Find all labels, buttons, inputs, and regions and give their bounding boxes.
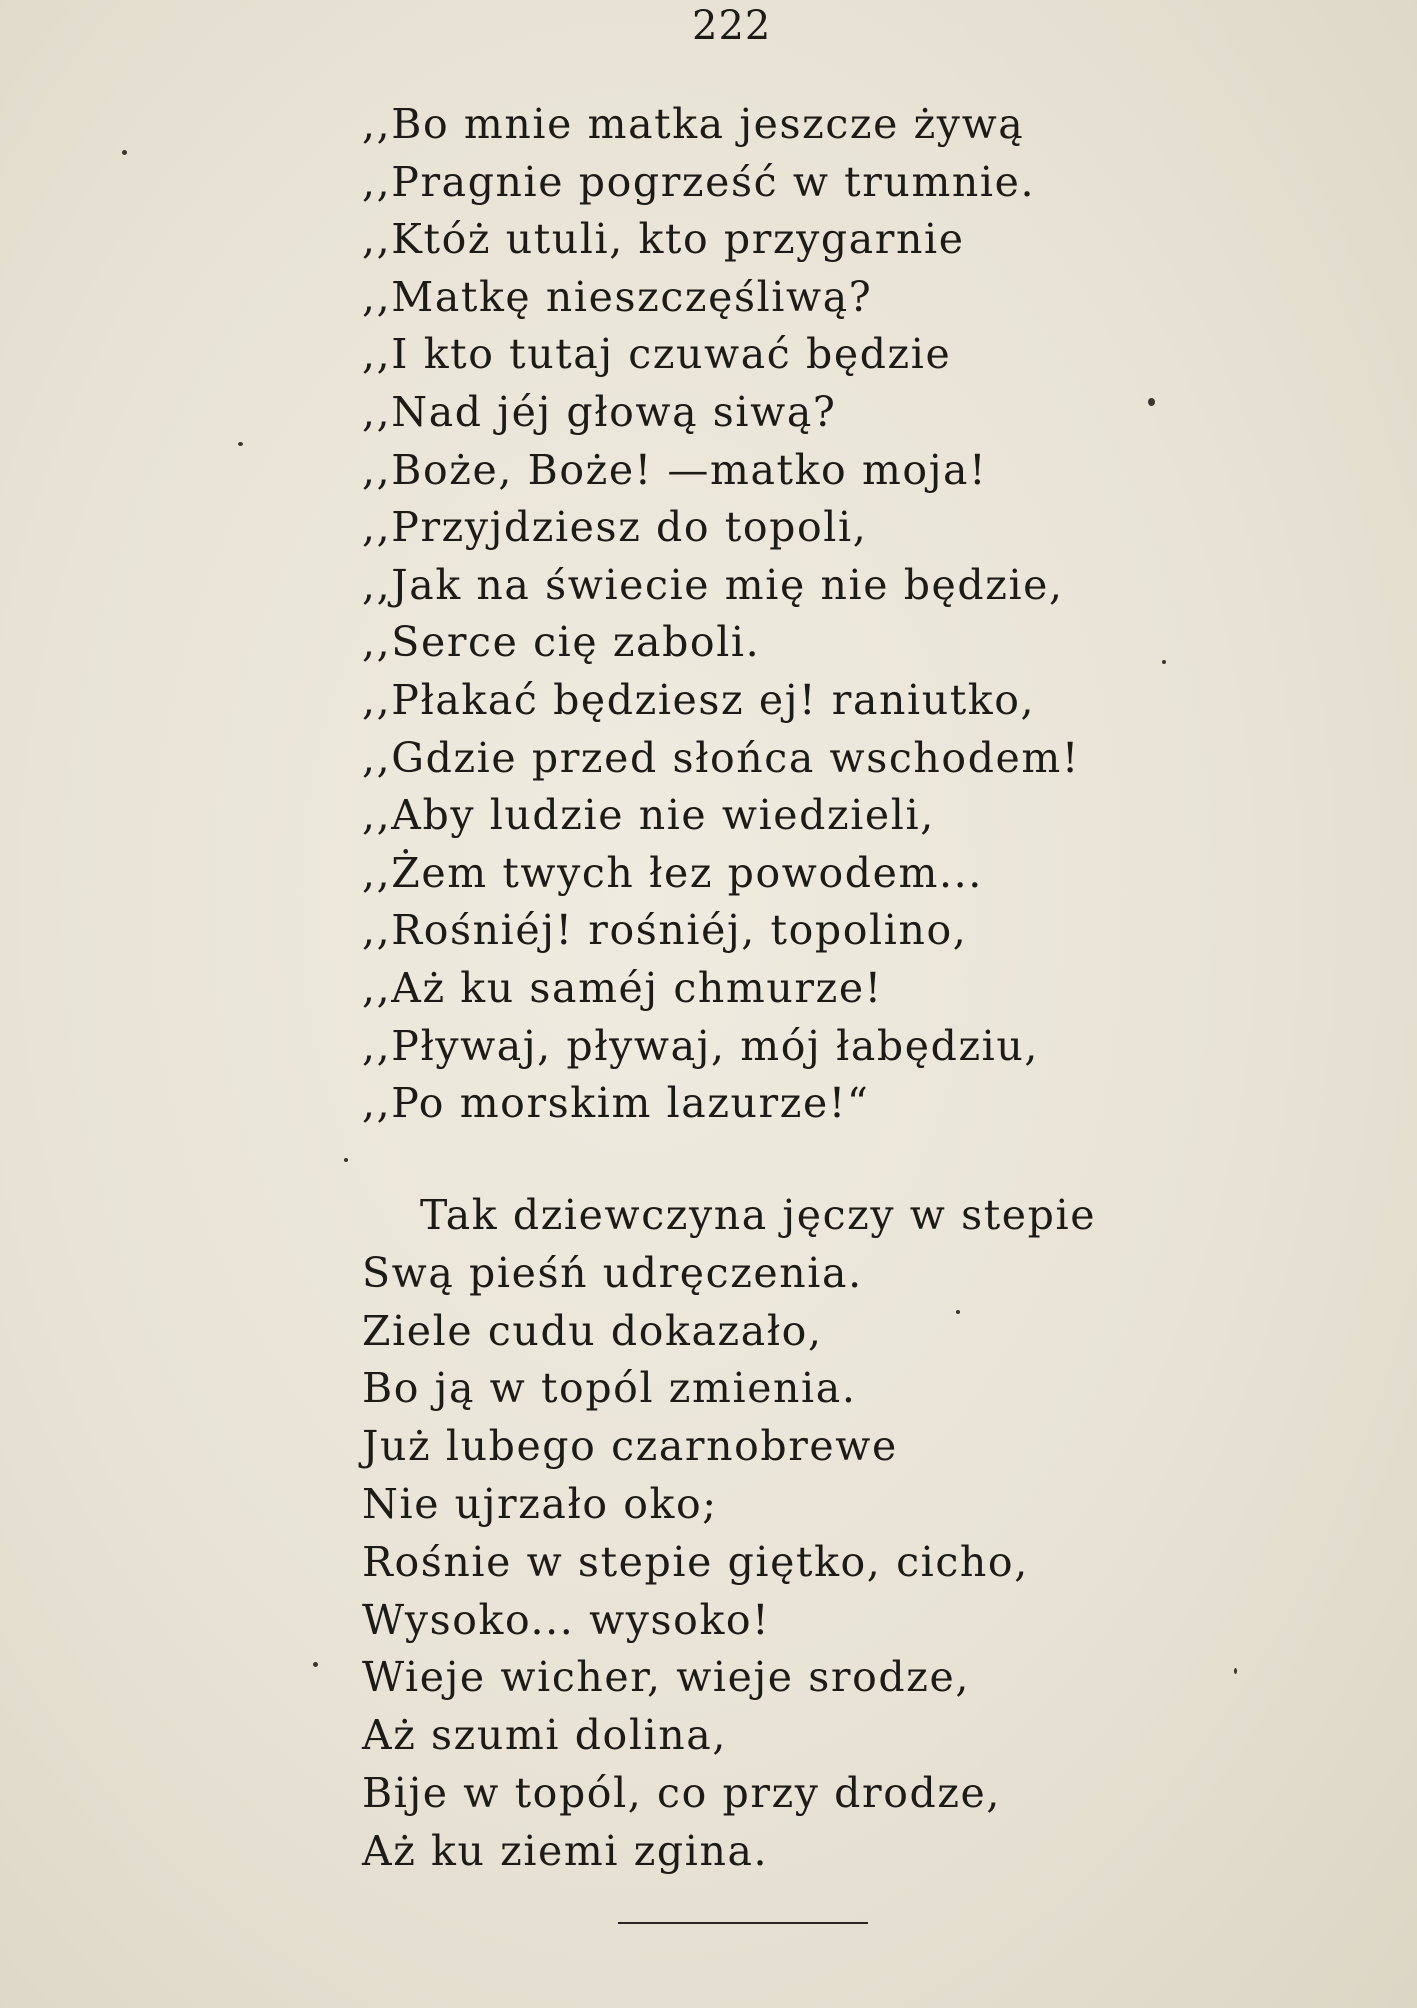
verse-line: Aż ku ziemi zgina.: [362, 1826, 769, 1875]
verse-line: ,,Przyjdziesz do topoli,: [362, 503, 868, 552]
verse-line: ,,I kto tutaj czuwać będzie: [362, 330, 952, 379]
verse-line: ,,Któż utuli, kto przygarnie: [362, 215, 965, 264]
paper-speck: [956, 1310, 960, 1314]
paper-speck: [238, 442, 243, 446]
verse-line: Aż szumi dolina,: [362, 1711, 727, 1760]
verse-line: ,,Gdzie przed słońca wschodem!: [362, 733, 1080, 782]
verse-line: ,,Żem twych łez powodem...: [362, 848, 983, 897]
verse-line: Wieje wicher, wieje srodze,: [362, 1653, 970, 1702]
paper-speck: [1162, 660, 1166, 664]
verse-line: ,,Pływaj, pływaj, mój łabędziu,: [362, 1021, 1039, 1070]
verse-line: Ziele cudu dokazało,: [362, 1306, 823, 1355]
stanza-1: [362, 96, 1080, 1133]
verse-line: ,,Aby ludzie nie wiedzieli,: [362, 791, 935, 840]
stanza-2: [362, 1187, 1096, 1881]
verse-line: ,,Pragnie pogrześć w trumnie.: [362, 157, 1036, 206]
paper-speck: [1234, 1668, 1237, 1674]
verse-line: Już lubego czarnobrewe: [362, 1422, 898, 1471]
verse-line: ,,Boże, Boże! —matko moja!: [362, 445, 988, 494]
verse-line: ,,Nad jéj głową siwą?: [362, 387, 837, 436]
paper-speck: [313, 1662, 318, 1667]
verse-line: Bije w topól, co przy drodze,: [362, 1768, 1002, 1817]
verse-line: Nie ujrzało oko;: [362, 1479, 718, 1528]
verse-line: ,,Rośniéj! rośniéj, topolino,: [362, 906, 968, 955]
paper-speck: [1148, 398, 1155, 406]
verse-line: ,,Po morskim lazurze!“: [362, 1079, 870, 1128]
end-rule-divider: [618, 1922, 868, 1924]
verse-line: ,,Aż ku saméj chmurze!: [362, 963, 883, 1012]
verse-line: Rośnie w stepie giętko, cicho,: [362, 1537, 1029, 1586]
page-number: 222: [692, 3, 772, 49]
verse-line: ,,Serce cię zaboli.: [362, 618, 761, 667]
paper-speck: [344, 1158, 348, 1162]
verse-line: ,,Bo mnie matka jeszcze żywą: [362, 100, 1025, 148]
verse-line: ,,Jak na świecie mię nie będzie,: [362, 560, 1064, 609]
verse-line: Bo ją w topól zmienia.: [362, 1364, 857, 1413]
paper-speck: [122, 150, 127, 155]
verse-line: Wysoko... wysoko!: [362, 1595, 771, 1644]
verse-line: ,,Matkę nieszczęśliwą?: [362, 272, 873, 321]
verse-line: Swą pieśń udręczenia.: [362, 1248, 863, 1297]
verse-line: ,,Płakać będziesz ej! raniutko,: [362, 675, 1036, 724]
verse-line: Tak dziewczyna jęczy w stepie: [420, 1191, 1097, 1239]
